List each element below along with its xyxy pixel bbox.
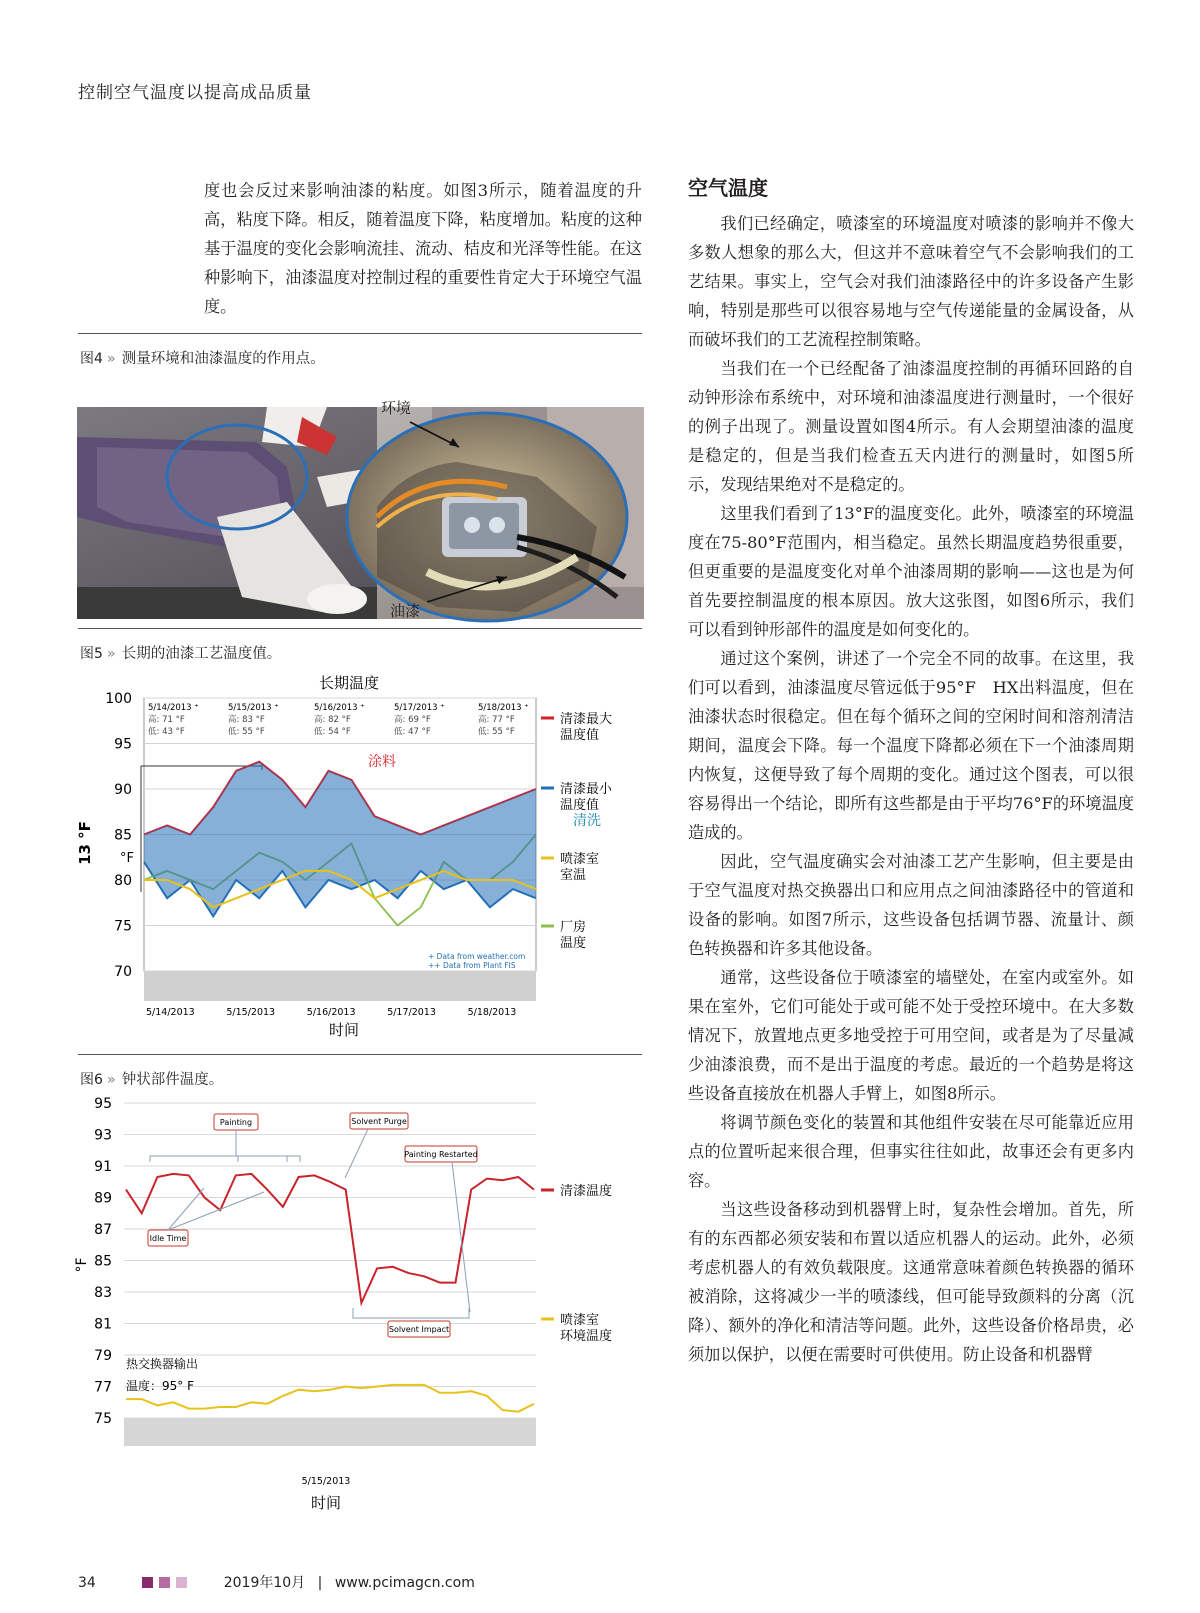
legend-label: 清漆最大 [560,712,613,727]
day-high: 高: 71 °F [148,715,185,725]
legend-label: 喷漆室 [560,1313,600,1328]
figure6-caption [80,1068,223,1089]
x-tick-label: 5/16/2013 [306,1007,356,1018]
issue-date: 2019年10月 [223,1575,306,1591]
footer-square [142,1577,153,1588]
y-tick-label: 87 [94,1222,112,1238]
figure6-hx-label-line1: 热交换器输出 [126,1357,199,1371]
y-tick-label: 80 [114,873,132,889]
day-low: 低: 47 °F [394,727,431,737]
right-column [688,172,1134,1369]
figure5-legend [541,711,613,951]
figure5-caption-text: 长期的油漆工艺温度值。 [121,646,282,662]
y-tick-label: 85 [94,1253,112,1270]
footer-square [159,1577,170,1588]
page-footer [78,1572,475,1592]
legend-label: 温度值 [560,798,600,813]
legend-label: 室温 [560,868,587,883]
day-date: 5/15/2013 ⁺ [228,703,279,713]
figure6-hx-label-line2: 温度：95° F [126,1379,194,1393]
legend-label: 温度 [560,936,587,951]
callout-idle-time-label: Idle Time [149,1234,187,1243]
day-high: 高: 69 °F [394,715,431,725]
figure5-chart [78,668,644,1046]
day-high: 高: 77 °F [478,715,515,725]
y-tick-label: 79 [94,1348,112,1364]
x-tick-label: 5/17/2013 [387,1007,436,1018]
body-paragraph: 因此，空气温度确实会对油漆工艺产生影响，但主要是由于空气温度对热交换器出口和应用点之间油漆路径中的管道和设备的影响。如图7所示，这些设备包括调节器、流量计、颜色转换器和许多其他设备。 [688,852,1134,958]
figure6-date-label: 5/15/2013 [301,1476,351,1487]
figure6-legend [541,1183,612,1344]
legend-label: 温度值 [560,728,600,743]
day-low: 低: 55 °F [228,727,265,737]
callout-solvent-impact-label: Solvent Impact [388,1325,450,1334]
figure4-top-rule [78,333,642,334]
legend-label: 喷漆室 [560,852,600,867]
legend-label: 清漆温度 [560,1184,613,1199]
figure5-title: 长期温度 [318,674,380,692]
figure6-mark: » [106,1072,116,1088]
x-tick-band [124,1418,536,1446]
y-tick-label: 70 [114,964,132,980]
figure5-x-axis-label: 时间 [328,1021,360,1039]
y-tick-label: 91 [94,1159,112,1175]
legend-label: 清漆最小 [560,782,613,797]
y-tick-label: 95 [114,736,132,753]
y-tick-label: 75 [94,1411,112,1427]
figure4-mark: » [106,351,116,367]
figure6-x-axis-label: 时间 [310,1494,342,1512]
day-date: 5/17/2013 ⁺ [394,703,445,713]
body-paragraph: 当我们在一个已经配备了油漆温度控制的再循环回路的自动钟形涂布系统中，对环境和油漆温度进行测量时，一个很好的例子出现了。测量设置如图4所示。有人会期望油漆的温度是稳定的，但是当我们检查五天内进行的测量时，如图5所示，发现结果绝对不是稳定的。 [688,359,1134,494]
y-tick-label: 90 [114,782,132,798]
figure5-annotation-clean: 清洗 [573,813,601,829]
callout-painting-restarted-label: Painting Restarted [404,1150,478,1159]
figure6-chart [74,1092,644,1532]
figure4-label-paint: 油漆 [390,602,421,620]
day-low: 低: 43 °F [148,727,185,737]
figure5-y-axis-label: 13 °F [76,821,94,865]
figure6-y-axis-label: °F [74,1257,90,1273]
section-heading: 空气温度 [688,176,768,200]
figure4-number: 图4 [80,351,103,367]
body-paragraph: 通常，这些设备位于喷漆室的墙壁处，在室内或室外。如果在室外，它们可能处于或可能不处于受控环境中。在大多数情况下，放置地点更多地受控于可用空间，或者是为了尽量减少油漆浪费，而不是出于温度的考虑。最近的一个趋势是将这些设备直接放在机器人手臂上，如图8所示。 [688,968,1134,1103]
y-tick-label: 85 [114,827,132,844]
lead-paragraph: 度也会反过来影响油漆的粘度。如图3所示，随着温度的升高，粘度下降。相反，随着温度下降，粘度增加。粘度的这种基于温度的变化会影响流挂、流动、桔皮和光泽等性能。在这种影响下，油漆温度对控制过程的重要性肯定大于环境空气温度。 [204,181,642,316]
figure4-label-environment: 环境 [381,399,412,417]
footer-squares [142,1575,193,1591]
right-column-paragraphs [688,209,1134,1369]
day-high: 高: 83 °F [228,715,265,725]
footer-square [176,1577,187,1588]
lead-paragraph-block [204,176,642,321]
x-tick-label: 5/18/2013 [467,1007,517,1018]
figure5-annotation-paint: 涂料 [368,754,396,770]
y-tick-label: 89 [94,1190,112,1207]
legend-label: 环境温度 [560,1329,613,1344]
callout-painting-label: Painting [219,1118,253,1127]
legend-label: 厂房 [560,920,587,935]
website: www.pcimagcn.com [334,1575,475,1591]
x-tick-label: 5/15/2013 [226,1007,276,1018]
figure5-source-weather: + Data from weather.com [428,952,526,961]
figure5-number: 图5 [80,646,103,662]
figure4-photo-illustration [77,407,644,619]
y-tick-label: 83 [94,1285,112,1301]
day-date: 5/16/2013 ⁺ [314,703,365,713]
x-tick-label: 5/14/2013 [146,1007,195,1018]
day-date: 5/18/2013 ⁺ [478,703,529,713]
y-tick-label: 81 [94,1316,112,1333]
day-high: 高: 82 °F [314,715,351,725]
y-tick-label: 75 [114,918,132,935]
figure6-caption-text: 钟状部件温度。 [121,1072,224,1088]
y-tick-label: 77 [94,1379,112,1396]
figure4-caption [80,347,325,368]
body-paragraph: 当这些设备移动到机器臂上时，复杂性会增加。首先，所有的东西都必须安装和布置以适应机器人的运动。此外，必须考虑机器人的有效负载限度。这通常意味着颜色转换器的循环被消除，这将减少一半的喷漆线，但可能导致颜料的分离（沉降）、额外的净化和清洁等问题。此外，这些设备价格昂贵，必须加以保护，以便在需要时可供使用。防止设备和机器臂 [688,1200,1134,1364]
footer-separator: | [317,1575,323,1591]
page-number: 34 [78,1575,96,1591]
body-paragraph: 通过这个案例，讲述了一个完全不同的故事。在这里，我们可以看到，油漆温度尽管远低于95°F HX出料温度，但在油漆状态时很稳定。但在每个循环之间的空闲时间和溶剂清洁期间，温度会下降。每一个温度下降都必须在下一个油漆周期内恢复，这便导致了每个周期的变化。通过这个图表，可以很容易得出一个结论，即所有这些都是由于平均76°F的环境温度造成的。 [688,649,1134,842]
figure5-source-plant: ++ Data from Plant FIS [428,961,516,970]
body-paragraph: 我们已经确定，喷漆室的环境温度对喷漆的影响并不像大多数人想象的那么大，但这并不意味着空气不会影响我们的工艺结果。事实上，空气会对我们油漆路径中的许多设备产生影响，特别是那些可以很容易地与空气传递能量的金属设备，从而破坏我们的工艺流程控制策略。 [688,214,1134,349]
figure5-caption [80,642,281,663]
callout-solvent-purge-label: Solvent Purge [351,1117,407,1126]
y-tick-label: 95 [94,1096,112,1112]
figure4-caption-text: 测量环境和油漆温度的作用点。 [121,351,325,367]
y-tick-label: 100 [105,691,132,707]
x-tick-band [144,971,536,1001]
figure5-top-rule [78,628,642,629]
body-paragraph: 将调节颜色变化的装置和其他组件安装在尽可能靠近应用点的位置听起来很合理，但事实往往如此，故事还会有更多内容。 [688,1113,1134,1190]
running-header: 控制空气温度以提高成品质量 [78,83,312,103]
day-low: 低: 55 °F [478,727,515,737]
y-tick-label: 93 [94,1127,112,1144]
day-low: 低: 54 °F [314,727,351,737]
figure5-mark: » [106,646,116,662]
figure6-top-rule [78,1054,642,1055]
figure6-number: 图6 [80,1072,103,1088]
figure4-photo [77,407,644,619]
body-paragraph: 这里我们看到了13°F的温度变化。此外，喷漆室的环境温度在75-80°F范围内，相当稳定。虽然长期温度趋势很重要，但更重要的是温度变化对单个油漆周期的影响——这也是为何首先要控制温度的根本原因。放大这张图，如图6所示，我们可以看到钟形部件的温度是如何变化的。 [688,504,1134,639]
figure5-y-unit: °F [120,851,134,866]
day-date: 5/14/2013 ⁺ [148,703,199,713]
